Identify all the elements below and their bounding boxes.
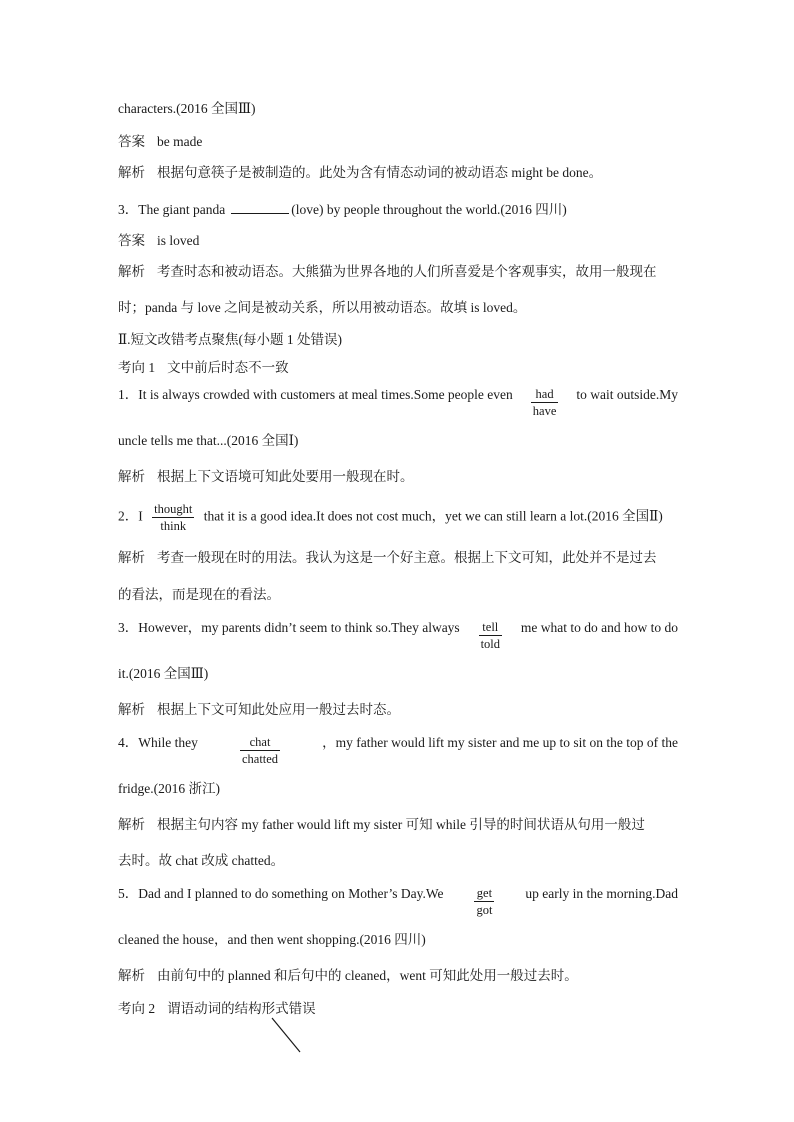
correction-top: had <box>531 387 559 403</box>
analysis-label: 解析 <box>118 702 145 717</box>
item-2-line <box>118 502 663 533</box>
analysis-label: 解析 <box>118 264 145 279</box>
item-4-pre: 4．While they <box>118 735 198 750</box>
correction-bottom: think <box>160 519 187 533</box>
correction-mark <box>152 502 194 533</box>
line-1: characters.(2016 全国Ⅲ) <box>118 101 256 116</box>
item-2-pre: 2．I <box>118 508 143 524</box>
answer-label: 答案 <box>118 134 145 149</box>
analysis-text: 考查时态和被动语态。大熊猫为世界各地的人们所喜爱是个客观事实，故用一般现在 <box>157 264 657 279</box>
line-22: 去时。故 chat 改成 chatted。 <box>118 853 285 868</box>
correction-top: thought <box>154 502 193 516</box>
analysis-line-3 <box>118 469 414 485</box>
analysis-label: 解析 <box>118 165 145 180</box>
analysis-text: 根据主句内容 my father would lift my sister 可知 while 引导的时间状语从句用一般过 <box>157 817 645 832</box>
question-3-line <box>118 201 567 218</box>
section-heading: Ⅱ.短文改错考点聚焦(每小题 1 处错误) <box>118 332 343 347</box>
analysis-line-7 <box>118 968 578 984</box>
analysis-line-1 <box>118 165 602 181</box>
analysis-label: 解析 <box>118 817 145 832</box>
correction-mark <box>240 735 280 766</box>
item-4-line <box>118 735 678 766</box>
correction-mark <box>474 886 494 917</box>
analysis-label: 解析 <box>118 550 145 565</box>
answer-text: is loved <box>157 233 200 248</box>
analysis-line-4 <box>118 550 657 566</box>
item-5-post: up early in the morning.Dad <box>525 886 678 901</box>
item-3-post: me what to do and how to do <box>520 620 678 635</box>
item-3-line <box>118 620 678 651</box>
line-11: uncle tells me that...(2016 全国Ⅰ) <box>118 433 299 448</box>
item-3-pre: 3．However，my parents didn’t seem to think so.They always <box>118 620 460 635</box>
answer-blank <box>231 201 289 214</box>
analysis-text: 考查一般现在时的用法。我认为这是一个好主意。根据上下文可知，此处并不是过去 <box>157 550 657 565</box>
line-17: it.(2016 全国Ⅲ) <box>118 666 209 681</box>
analysis-label: 解析 <box>118 968 145 983</box>
correction-mark <box>479 620 502 651</box>
item-2-post: that it is a good idea.It does not cost much，yet we can still learn a lot.(2016 全国Ⅱ) <box>203 508 663 524</box>
analysis-label: 解析 <box>118 469 145 484</box>
insertion-mark-stroke <box>272 1018 300 1052</box>
answer-text: be made <box>157 134 203 149</box>
analysis-text: 根据上下文可知此处应用一般过去时态。 <box>157 702 400 717</box>
topic-text: 谓语动词的结构形式错误 <box>167 1001 316 1016</box>
analysis-line-2 <box>118 264 657 280</box>
analysis-text: 根据上下文语境可知此处要用一般现在时。 <box>157 469 414 484</box>
item-4-post: ，my father would lift my sister and me up to sit on the top of the <box>322 735 678 750</box>
correction-bottom: got <box>476 903 493 917</box>
answer-label: 答案 <box>118 233 145 248</box>
correction-top: chat <box>240 735 280 751</box>
item-5-pre: 5．Dad and I planned to do something on Mother’s Day.We <box>118 886 444 901</box>
line-24: cleaned the house，and then went shopping.(2016 四川) <box>118 932 426 947</box>
topic-text: 文中前后时态不一致 <box>167 360 289 375</box>
correction-bottom: chatted <box>241 752 279 766</box>
item-1-pre: 1．It is always crowded with customers at meal times.Some people even <box>118 387 513 402</box>
topic-1-heading <box>118 360 289 376</box>
correction-bottom: have <box>532 404 557 418</box>
topic-label: 考向 2 <box>118 1001 156 1016</box>
insertion-mark-icon <box>270 1016 310 1056</box>
analysis-line-5 <box>118 702 400 718</box>
question-3-post: (love) by people throughout the world.(2016 四川) <box>291 202 567 217</box>
item-1-line <box>118 387 678 418</box>
correction-mark <box>531 387 559 418</box>
answer-line-1 <box>118 134 202 150</box>
correction-top: get <box>474 886 494 902</box>
correction-bottom: told <box>480 637 501 651</box>
line-20: fridge.(2016 浙江) <box>118 781 220 796</box>
line-15: 的看法，而是现在的看法。 <box>118 587 280 602</box>
item-5-line <box>118 886 678 917</box>
item-1-post: to wait outside.My <box>576 387 678 402</box>
question-3-pre: 3．The giant panda <box>118 202 226 217</box>
correction-top: tell <box>479 620 502 636</box>
topic-label: 考向 1 <box>118 360 156 375</box>
analysis-text: 根据句意筷子是被制造的。此处为含有情态动词的被动语态 might be done。 <box>157 165 603 180</box>
analysis-text: 由前句中的 planned 和后句中的 cleaned，went 可知此处用一般过去时。 <box>157 968 578 983</box>
answer-line-2 <box>118 233 199 249</box>
line-7: 时；panda 与 love 之间是被动关系，所以用被动语态。故填 is loved。 <box>118 300 527 315</box>
topic-2-heading <box>118 1001 316 1017</box>
analysis-line-6 <box>118 817 645 833</box>
